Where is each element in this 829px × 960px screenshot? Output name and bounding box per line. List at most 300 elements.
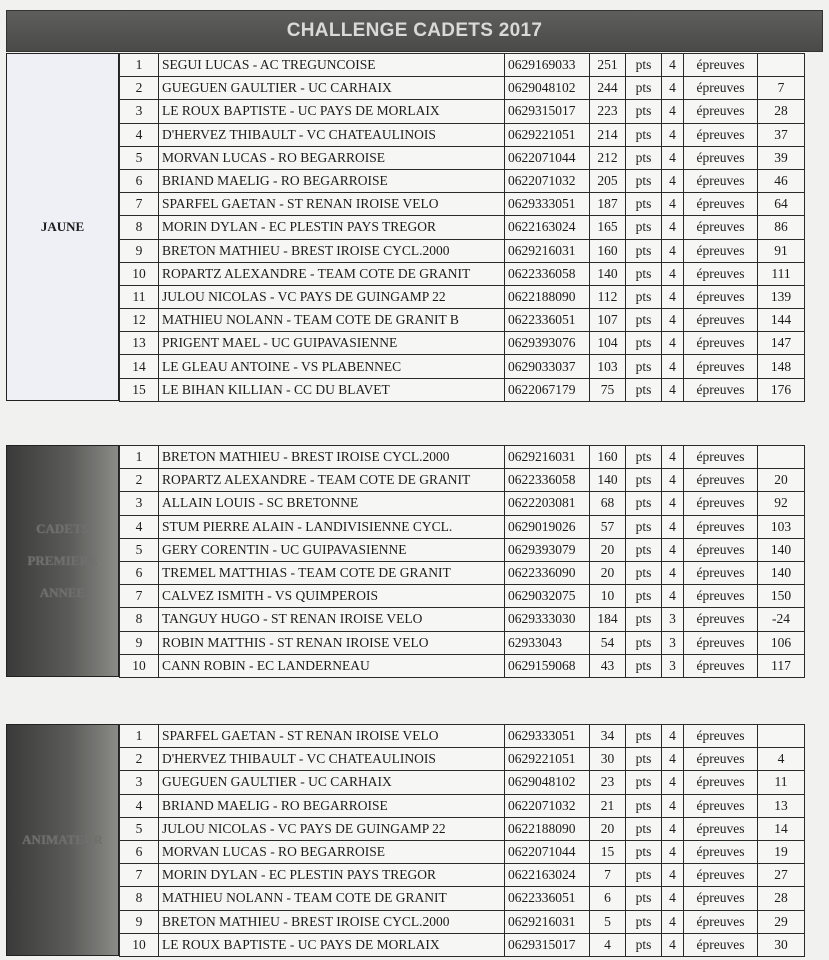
table-row — [120, 910, 805, 933]
points-unit: pts — [626, 933, 662, 956]
rider-name-club: STUM PIERRE ALAIN - LANDIVISIENNE CYCL. — [159, 515, 505, 538]
points-unit: pts — [626, 748, 662, 771]
points-value: 140 — [590, 262, 626, 285]
rider-name-club: LE GLEAU ANTOINE - VS PLABENNEC — [159, 355, 505, 378]
table-row — [120, 239, 805, 262]
rank-position: 7 — [120, 585, 159, 608]
points-value: 214 — [590, 123, 626, 146]
licence-number: 0629221051 — [505, 123, 590, 146]
events-label: épreuves — [684, 561, 758, 584]
points-value: 75 — [590, 378, 626, 401]
events-label: épreuves — [684, 608, 758, 631]
points-gap: 27 — [758, 864, 805, 887]
rider-name-club: BRIAND MAELIG - RO BEGARROISE — [159, 169, 505, 192]
events-count: 4 — [662, 469, 684, 492]
events-count: 4 — [662, 239, 684, 262]
points-gap: 19 — [758, 840, 805, 863]
points-gap: 28 — [758, 887, 805, 910]
table-row — [120, 77, 805, 100]
points-gap: 139 — [758, 285, 805, 308]
table-row — [120, 262, 805, 285]
points-value: 140 — [590, 469, 626, 492]
points-gap: 103 — [758, 515, 805, 538]
points-unit: pts — [626, 193, 662, 216]
rider-name-club: MORIN DYLAN - EC PLESTIN PAYS TREGOR — [159, 216, 505, 239]
rank-position: 2 — [120, 469, 159, 492]
events-count: 4 — [662, 77, 684, 100]
events-label: épreuves — [684, 910, 758, 933]
events-label: épreuves — [684, 794, 758, 817]
events-count: 4 — [662, 725, 684, 748]
events-count: 4 — [662, 309, 684, 332]
rider-name-club: BRETON MATHIEU - BREST IROISE CYCL.2000 — [159, 910, 505, 933]
points-unit: pts — [626, 285, 662, 308]
section-label — [6, 53, 119, 401]
points-value: 212 — [590, 146, 626, 169]
points-value: 104 — [590, 332, 626, 355]
events-count: 4 — [662, 146, 684, 169]
points-gap: 39 — [758, 146, 805, 169]
events-label: épreuves — [684, 469, 758, 492]
points-value: 107 — [590, 309, 626, 332]
events-label: épreuves — [684, 725, 758, 748]
rank-position: 8 — [120, 608, 159, 631]
points-value: 6 — [590, 887, 626, 910]
section-label-line: CADETS — [36, 521, 89, 536]
rank-position: 3 — [120, 771, 159, 794]
rank-position: 5 — [120, 817, 159, 840]
events-count: 4 — [662, 515, 684, 538]
table-row — [120, 771, 805, 794]
points-value: 20 — [590, 561, 626, 584]
rider-name-club: MORIN DYLAN - EC PLESTIN PAYS TREGOR — [159, 864, 505, 887]
licence-number: 0629048102 — [505, 77, 590, 100]
table-row — [120, 100, 805, 123]
points-unit: pts — [626, 840, 662, 863]
points-gap: 86 — [758, 216, 805, 239]
licence-number: 0629033037 — [505, 355, 590, 378]
rider-name-club: MORVAN LUCAS - RO BEGARROISE — [159, 840, 505, 863]
rank-position: 10 — [120, 262, 159, 285]
rank-position: 10 — [120, 933, 159, 956]
rider-name-club: D'HERVEZ THIBAULT - VC CHATEAULINOIS — [159, 123, 505, 146]
points-value: 10 — [590, 585, 626, 608]
points-unit: pts — [626, 585, 662, 608]
rider-name-club: CANN ROBIN - EC LANDERNEAU — [159, 654, 505, 677]
points-unit: pts — [626, 355, 662, 378]
points-gap: 140 — [758, 561, 805, 584]
points-unit: pts — [626, 794, 662, 817]
points-value: 4 — [590, 933, 626, 956]
points-unit: pts — [626, 608, 662, 631]
table-row — [120, 817, 805, 840]
rank-position: 11 — [120, 285, 159, 308]
rider-name-club: BRETON MATHIEU - BREST IROISE CYCL.2000 — [159, 239, 505, 262]
points-value: 7 — [590, 864, 626, 887]
points-gap: 29 — [758, 910, 805, 933]
points-value: 54 — [590, 631, 626, 654]
licence-number: 0622071044 — [505, 146, 590, 169]
points-gap: -24 — [758, 608, 805, 631]
points-unit: pts — [626, 146, 662, 169]
table-row — [120, 309, 805, 332]
events-label: épreuves — [684, 77, 758, 100]
events-label: épreuves — [684, 631, 758, 654]
events-label: épreuves — [684, 585, 758, 608]
rank-position: 1 — [120, 446, 159, 469]
table-row — [120, 887, 805, 910]
events-label: épreuves — [684, 309, 758, 332]
table-row — [120, 608, 805, 631]
points-unit: pts — [626, 771, 662, 794]
points-value: 43 — [590, 654, 626, 677]
table-row — [120, 123, 805, 146]
points-unit: pts — [626, 332, 662, 355]
section-label — [6, 724, 119, 956]
licence-number: 0622067179 — [505, 378, 590, 401]
rider-name-club: LE ROUX BAPTISTE - UC PAYS DE MORLAIX — [159, 933, 505, 956]
licence-number: 0629315017 — [505, 100, 590, 123]
table-row — [120, 216, 805, 239]
points-gap: 147 — [758, 332, 805, 355]
points-gap: 91 — [758, 239, 805, 262]
table-row — [120, 561, 805, 584]
rank-position: 9 — [120, 910, 159, 933]
points-unit: pts — [626, 169, 662, 192]
points-unit: pts — [626, 631, 662, 654]
points-value: 160 — [590, 446, 626, 469]
points-unit: pts — [626, 887, 662, 910]
events-count: 4 — [662, 123, 684, 146]
licence-number: 0629333030 — [505, 608, 590, 631]
points-gap: 140 — [758, 538, 805, 561]
events-label: épreuves — [684, 123, 758, 146]
points-gap — [758, 446, 805, 469]
points-unit: pts — [626, 864, 662, 887]
points-value: 20 — [590, 817, 626, 840]
table-row — [120, 748, 805, 771]
rider-name-club: LE ROUX BAPTISTE - UC PAYS DE MORLAIX — [159, 100, 505, 123]
title-banner — [6, 10, 823, 52]
points-unit: pts — [626, 123, 662, 146]
table-row — [120, 285, 805, 308]
table-row — [120, 146, 805, 169]
section-label-line: ANNEE — [39, 585, 86, 600]
points-unit: pts — [626, 725, 662, 748]
rank-position: 4 — [120, 123, 159, 146]
rank-position: 14 — [120, 355, 159, 378]
licence-number: 0629393079 — [505, 538, 590, 561]
ranking-table — [119, 53, 805, 402]
licence-number: 0629159068 — [505, 654, 590, 677]
events-label: épreuves — [684, 887, 758, 910]
points-unit: pts — [626, 378, 662, 401]
events-count: 4 — [662, 446, 684, 469]
points-unit: pts — [626, 262, 662, 285]
rank-position: 7 — [120, 193, 159, 216]
points-value: 244 — [590, 77, 626, 100]
points-gap: 30 — [758, 933, 805, 956]
licence-number: 0629333051 — [505, 193, 590, 216]
events-label: épreuves — [684, 771, 758, 794]
rider-name-club: TANGUY HUGO - ST RENAN IROISE VELO — [159, 608, 505, 631]
events-count: 4 — [662, 817, 684, 840]
licence-number: 0622071032 — [505, 169, 590, 192]
rider-name-club: BRIAND MAELIG - RO BEGARROISE — [159, 794, 505, 817]
licence-number: 0629221051 — [505, 748, 590, 771]
events-label: épreuves — [684, 332, 758, 355]
licence-number: 0622163024 — [505, 216, 590, 239]
licence-number: 0629333051 — [505, 725, 590, 748]
rider-name-club: GERY CORENTIN - UC GUIPAVASIENNE — [159, 538, 505, 561]
events-label: épreuves — [684, 378, 758, 401]
rank-position: 9 — [120, 631, 159, 654]
events-label: épreuves — [684, 169, 758, 192]
points-value: 15 — [590, 840, 626, 863]
events-label: épreuves — [684, 193, 758, 216]
events-label: épreuves — [684, 446, 758, 469]
points-value: 23 — [590, 771, 626, 794]
licence-number: 0622071044 — [505, 840, 590, 863]
events-label: épreuves — [684, 355, 758, 378]
points-gap: 11 — [758, 771, 805, 794]
table-row — [120, 169, 805, 192]
points-unit: pts — [626, 817, 662, 840]
rider-name-club: SEGUI LUCAS - AC TREGUNCOISE — [159, 54, 505, 77]
table-row — [120, 378, 805, 401]
rider-name-club: ROBIN MATTHIS - ST RENAN IROISE VELO — [159, 631, 505, 654]
events-count: 4 — [662, 378, 684, 401]
events-label: épreuves — [684, 515, 758, 538]
section-label-line: JAUNE — [40, 219, 85, 234]
rank-position: 3 — [120, 492, 159, 515]
rank-position: 8 — [120, 216, 159, 239]
points-gap: 7 — [758, 77, 805, 100]
licence-number: 0629169033 — [505, 54, 590, 77]
points-value: 184 — [590, 608, 626, 631]
events-count: 3 — [662, 631, 684, 654]
points-gap: 64 — [758, 193, 805, 216]
events-count: 4 — [662, 887, 684, 910]
points-gap: 37 — [758, 123, 805, 146]
rider-name-club: MATHIEU NOLANN - TEAM COTE DE GRANIT B — [159, 309, 505, 332]
table-row — [120, 515, 805, 538]
events-label: épreuves — [684, 146, 758, 169]
events-count: 4 — [662, 100, 684, 123]
points-gap: 4 — [758, 748, 805, 771]
licence-number: 0622203081 — [505, 492, 590, 515]
section-label-line: ANIMATEUR — [22, 832, 103, 847]
points-unit: pts — [626, 910, 662, 933]
points-value: 112 — [590, 285, 626, 308]
points-gap — [758, 725, 805, 748]
licence-number: 0629393076 — [505, 332, 590, 355]
events-count: 4 — [662, 748, 684, 771]
points-gap: 20 — [758, 469, 805, 492]
rider-name-club: PRIGENT MAEL - UC GUIPAVASIENNE — [159, 332, 505, 355]
rider-name-club: BRETON MATHIEU - BREST IROISE CYCL.2000 — [159, 446, 505, 469]
events-count: 4 — [662, 169, 684, 192]
events-count: 4 — [662, 585, 684, 608]
points-gap: 176 — [758, 378, 805, 401]
points-gap: 144 — [758, 309, 805, 332]
points-value: 68 — [590, 492, 626, 515]
events-label: épreuves — [684, 538, 758, 561]
rank-position: 5 — [120, 146, 159, 169]
rank-position: 1 — [120, 725, 159, 748]
events-count: 4 — [662, 262, 684, 285]
licence-number: 0629315017 — [505, 933, 590, 956]
events-label: épreuves — [684, 54, 758, 77]
rider-name-club: LE BIHAN KILLIAN - CC DU BLAVET — [159, 378, 505, 401]
points-gap: 92 — [758, 492, 805, 515]
events-label: épreuves — [684, 216, 758, 239]
points-value: 57 — [590, 515, 626, 538]
points-gap: 46 — [758, 169, 805, 192]
licence-number: 0622336058 — [505, 262, 590, 285]
events-count: 3 — [662, 608, 684, 631]
table-row — [120, 538, 805, 561]
points-gap: 148 — [758, 355, 805, 378]
rank-position: 6 — [120, 169, 159, 192]
events-count: 4 — [662, 355, 684, 378]
rank-position: 8 — [120, 887, 159, 910]
rank-position: 10 — [120, 654, 159, 677]
events-count: 4 — [662, 285, 684, 308]
points-value: 165 — [590, 216, 626, 239]
events-count: 3 — [662, 654, 684, 677]
points-gap: 13 — [758, 794, 805, 817]
rider-name-club: SPARFEL GAETAN - ST RENAN IROISE VELO — [159, 725, 505, 748]
events-label: épreuves — [684, 840, 758, 863]
events-label: épreuves — [684, 262, 758, 285]
points-unit: pts — [626, 239, 662, 262]
table-row — [120, 492, 805, 515]
table-row — [120, 933, 805, 956]
points-value: 21 — [590, 794, 626, 817]
licence-number: 0622336051 — [505, 887, 590, 910]
ranking-table — [119, 445, 805, 678]
points-gap — [758, 54, 805, 77]
rider-name-club: GUEGUEN GAULTIER - UC CARHAIX — [159, 77, 505, 100]
licence-number: 0622336051 — [505, 309, 590, 332]
points-value: 205 — [590, 169, 626, 192]
rank-position: 9 — [120, 239, 159, 262]
licence-number: 0629216031 — [505, 239, 590, 262]
table-row — [120, 864, 805, 887]
rider-name-club: JULOU NICOLAS - VC PAYS DE GUINGAMP 22 — [159, 817, 505, 840]
section-label — [6, 445, 119, 677]
licence-number: 0622336090 — [505, 561, 590, 584]
table-row — [120, 585, 805, 608]
licence-number: 0622336058 — [505, 469, 590, 492]
points-value: 30 — [590, 748, 626, 771]
licence-number: 0622188090 — [505, 285, 590, 308]
points-value: 103 — [590, 355, 626, 378]
points-gap: 111 — [758, 262, 805, 285]
table-row — [120, 631, 805, 654]
events-count: 4 — [662, 492, 684, 515]
table-row — [120, 654, 805, 677]
licence-number: 0622163024 — [505, 864, 590, 887]
rider-name-club: MORVAN LUCAS - RO BEGARROISE — [159, 146, 505, 169]
licence-number: 0629216031 — [505, 910, 590, 933]
table-row — [120, 840, 805, 863]
points-unit: pts — [626, 538, 662, 561]
rank-position: 5 — [120, 538, 159, 561]
events-count: 4 — [662, 216, 684, 239]
rider-name-club: D'HERVEZ THIBAULT - VC CHATEAULINOIS — [159, 748, 505, 771]
points-unit: pts — [626, 469, 662, 492]
points-value: 223 — [590, 100, 626, 123]
points-unit: pts — [626, 515, 662, 538]
points-unit: pts — [626, 654, 662, 677]
licence-number: 62933043 — [505, 631, 590, 654]
licence-number: 0622188090 — [505, 817, 590, 840]
points-unit: pts — [626, 492, 662, 515]
rider-name-club: ROPARTZ ALEXANDRE - TEAM COTE DE GRANIT — [159, 262, 505, 285]
events-label: épreuves — [684, 933, 758, 956]
events-count: 4 — [662, 561, 684, 584]
points-value: 34 — [590, 725, 626, 748]
events-label: épreuves — [684, 748, 758, 771]
points-gap: 150 — [758, 585, 805, 608]
events-count: 4 — [662, 840, 684, 863]
rank-position: 4 — [120, 515, 159, 538]
points-value: 251 — [590, 54, 626, 77]
events-count: 4 — [662, 771, 684, 794]
events-count: 4 — [662, 54, 684, 77]
rank-position: 4 — [120, 794, 159, 817]
table-row — [120, 469, 805, 492]
section-label-line: PREMIERE — [27, 553, 98, 568]
rank-position: 2 — [120, 748, 159, 771]
events-count: 4 — [662, 332, 684, 355]
rank-position: 1 — [120, 54, 159, 77]
rider-name-club: MATHIEU NOLANN - TEAM COTE DE GRANIT — [159, 887, 505, 910]
points-unit: pts — [626, 446, 662, 469]
rider-name-club: GUEGUEN GAULTIER - UC CARHAIX — [159, 771, 505, 794]
points-value: 160 — [590, 239, 626, 262]
events-count: 4 — [662, 193, 684, 216]
rank-position: 6 — [120, 840, 159, 863]
points-unit: pts — [626, 309, 662, 332]
events-label: épreuves — [684, 100, 758, 123]
rank-position: 15 — [120, 378, 159, 401]
events-label: épreuves — [684, 492, 758, 515]
rank-position: 6 — [120, 561, 159, 584]
events-label: épreuves — [684, 285, 758, 308]
events-count: 4 — [662, 933, 684, 956]
points-unit: pts — [626, 561, 662, 584]
licence-number: 0629048102 — [505, 771, 590, 794]
rider-name-club: JULOU NICOLAS - VC PAYS DE GUINGAMP 22 — [159, 285, 505, 308]
table-row — [120, 725, 805, 748]
points-gap: 14 — [758, 817, 805, 840]
events-count: 4 — [662, 538, 684, 561]
rider-name-club: SPARFEL GAETAN - ST RENAN IROISE VELO — [159, 193, 505, 216]
events-label: épreuves — [684, 239, 758, 262]
points-value: 5 — [590, 910, 626, 933]
rank-position: 3 — [120, 100, 159, 123]
page-title: CHALLENGE CADETS 2017 — [286, 20, 543, 41]
table-row — [120, 193, 805, 216]
rider-name-club: TREMEL MATTHIAS - TEAM COTE DE GRANIT — [159, 561, 505, 584]
licence-number: 0629019026 — [505, 515, 590, 538]
ranking-table — [119, 724, 805, 957]
table-row — [120, 355, 805, 378]
table-row — [120, 446, 805, 469]
